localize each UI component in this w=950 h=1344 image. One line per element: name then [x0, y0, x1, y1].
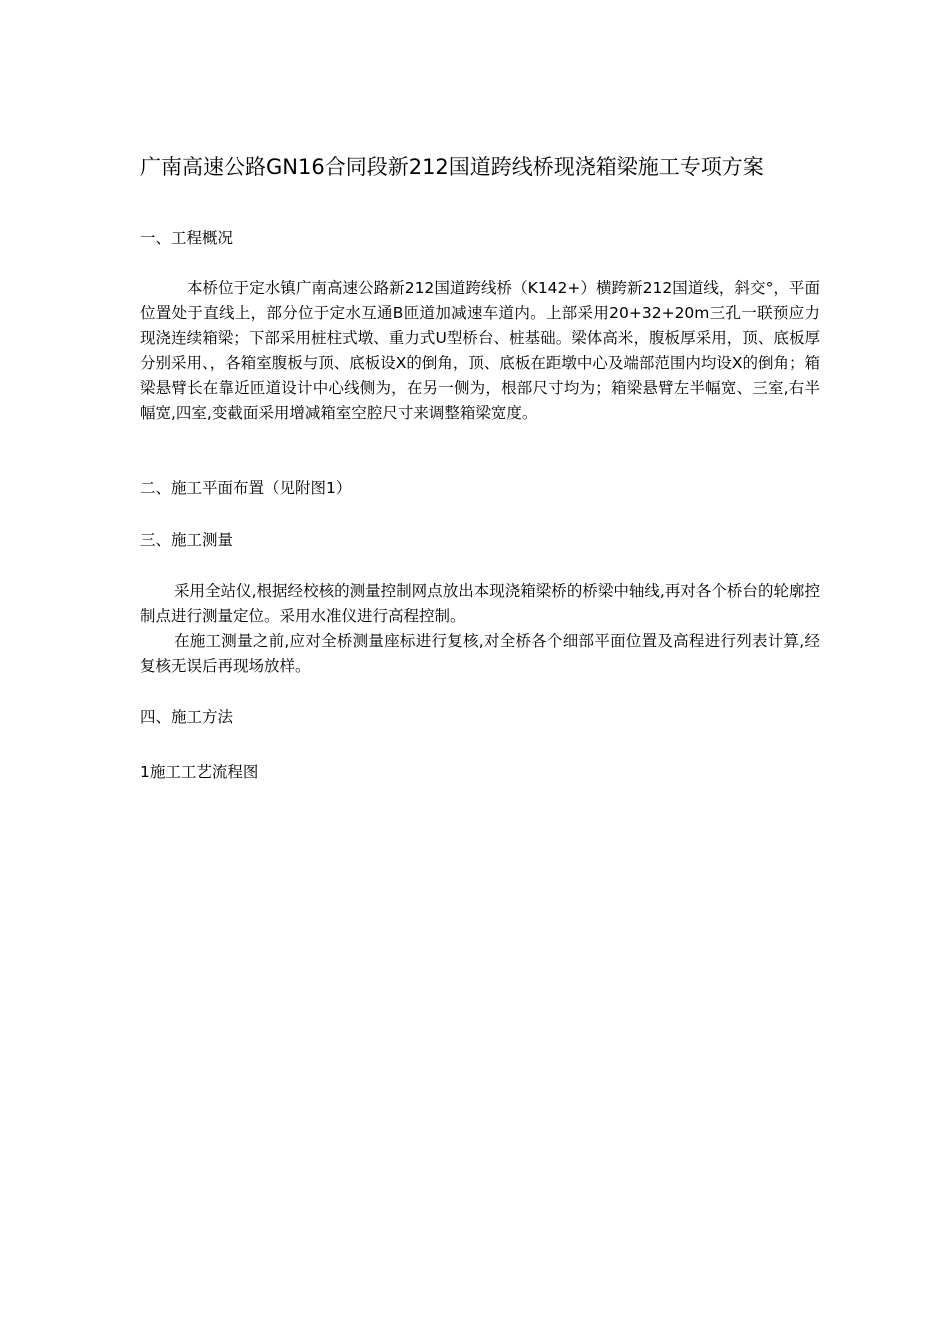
section-heading-overview: 一、工程概况: [140, 229, 234, 247]
document-title: 广南高速公路GN16合同段新212国道跨线桥现浇箱梁施工专项方案: [140, 155, 764, 179]
paragraph-survey-1: 采用全站仪,根据经校核的测量控制网点放出本现浇箱梁桥的桥梁中轴线,再对各个桥台的轮廓控制点进行测量定位。采用水准仪进行高程控制。: [140, 582, 820, 625]
paragraph-overview: 本桥位于定水镇广南高速公路新212国道跨线桥（K142+）横跨新212国道线，斜交°，平面位置处于直线上，部分位于定水互通B匝道加减速车道内。上部采用20+32+20m三孔一联预应力现浇连续箱梁；下部采用桩柱式墩、重力式U型桥台、桩基础。梁体高米，腹板厚采用，顶、底板厚分别采用、，各箱室腹板与顶、底板设X的倒角，顶、底板在距墩中心及端部范围内均设X的倒角；箱梁悬臂长在靠近匝道设计中心线侧为，在另一侧为，根部尺寸均为；箱梁悬臂左半幅宽、三室,右半幅宽,四室,变截面采用增减箱室空腔尺寸来调整箱梁宽度。: [140, 279, 820, 422]
section-heading-layout: 二、施工平面布置（见附图1）: [140, 479, 352, 497]
subsection-heading-flowchart: 1施工工艺流程图: [140, 763, 259, 781]
paragraph-survey-2: 在施工测量之前,应对全桥测量座标进行复核,对全桥各个细部平面位置及高程进行列表计算,经复核无误后再现场放样。: [140, 632, 820, 675]
section-heading-survey: 三、施工测量: [140, 531, 234, 549]
section-heading-method: 四、施工方法: [140, 708, 234, 726]
